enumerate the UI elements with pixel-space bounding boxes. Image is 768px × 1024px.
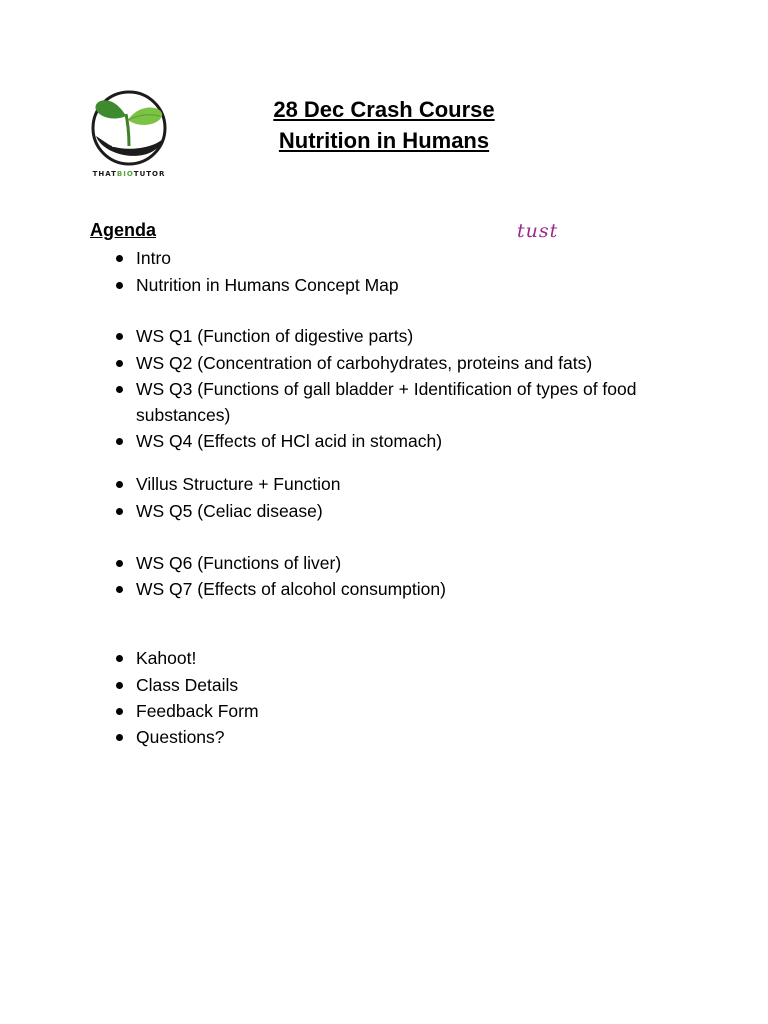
agenda-item: WS Q4 (Effects of HCl acid in stomach) [136, 428, 696, 454]
logo-word-bio: BIO [116, 170, 134, 178]
title-line-2: Nutrition in Humans [278, 128, 490, 153]
agenda-item: Feedback Form [136, 698, 696, 724]
agenda-item: WS Q6 (Functions of liver) [136, 550, 696, 576]
thatbiotutor-logo [86, 86, 172, 182]
logo-word-tutor: TUTOR [133, 170, 166, 178]
document-title [200, 94, 568, 156]
sprout-hand-icon [86, 86, 172, 170]
agenda-item: WS Q3 (Functions of gall bladder + Identification of types of food substances) [136, 376, 681, 428]
agenda-heading: Agenda [90, 220, 157, 240]
agenda-item: Intro [136, 245, 696, 271]
agenda-item: Nutrition in Humans Concept Map [136, 272, 696, 298]
agenda-item: Class Details [136, 672, 696, 698]
agenda-item: Kahoot! [136, 645, 696, 671]
logo-word-that: THAT [92, 170, 117, 178]
handwritten-annotation: tust [517, 220, 559, 242]
agenda-item: WS Q5 (Celiac disease) [136, 498, 696, 524]
logo-wordmark [86, 170, 172, 178]
agenda-item: Questions? [136, 724, 696, 750]
agenda-item: WS Q2 (Concentration of carbohydrates, proteins and fats) [136, 350, 696, 376]
agenda-item: Villus Structure + Function [136, 471, 696, 497]
agenda-item: WS Q1 (Function of digestive parts) [136, 323, 696, 349]
agenda-item: WS Q7 (Effects of alcohol consumption) [136, 576, 696, 602]
title-line-1: 28 Dec Crash Course [273, 97, 495, 122]
